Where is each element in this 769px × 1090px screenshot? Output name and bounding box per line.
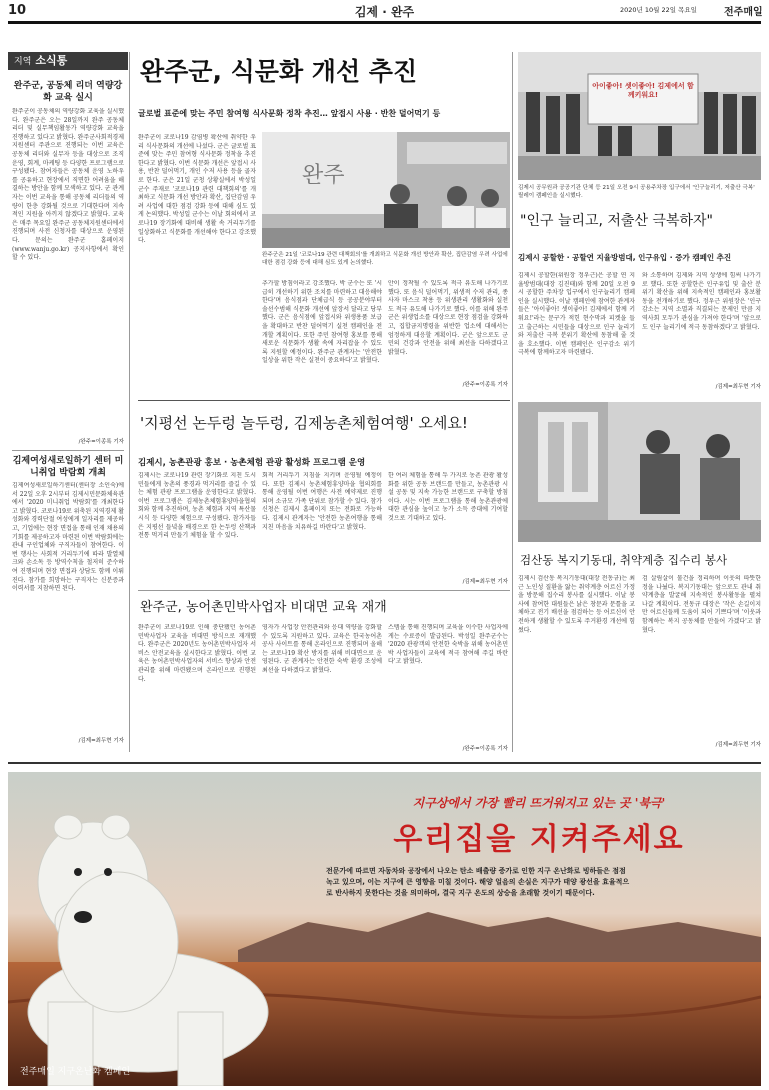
campaign-banner-text: 아이좋아! 셋이좋아! 김제에서 함께키워요! — [592, 82, 694, 99]
issue-date: 2020년 10월 22일 목요일 — [620, 6, 697, 14]
campaign-col2: 와 소통하며 김제와 지역 상생에 힘써 나가기로 했다. 또한 공할한은 인구유입 및 출산 분위기 확산을 위해 지속적인 캠페인과 홍보활동을 전개하기로 했다. 정우근 위원장은 '인구 감소는 지역 소멸과 직결되는 문제인 만큼 지역사회 모두가 관심을 가져야 한다'며 '앞으로도 인구 늘리기에 적극 동참하겠다'고 밝혔다. — [642, 272, 761, 331]
sidebar-story1-body: 완주군이 공동체의 역량강화 교육을 실시했다. 완주군은 오는 28일까지 완주 공동체 리더 및 실무책임활동가 역량강화 교육을 진행하고 있다고 밝혔다. 완주군사회적경제지원센터 주관으로 진행되는 이번 교육은 공동체 리더와 실무자 등을 대상으로 조직 운영, 회계, 마케팅 등 다양한 프로그램으로 구성됐다. 참여자들은 공동체 운영 노하우를 공유하고 현장에서 직면한 어려움을 해결하는 방안을 함께 모색하고 있다. 군 관계자는 이번 교육을 통해 공동체 리더들의 역량이 한층 강화될 것으로 기대한다며 지속적인 지원을 아끼지 않겠다고 밝혔다. 교육은 매주 목요일 완주군 공동체지원센터에서 진행되며 사전 신청자를 대상으로 운영된다. 문의는 완주군 홈페이지(www.wanju.go.kr) 공지사항에서 확인할 수 있다. — [12, 108, 124, 262]
campaign-subhead: 김제시 공할한 · 공할연 지율방범대, 인구유입 · 증가 캠페인 추진 — [518, 253, 732, 262]
sidebar-story2-body: 김제여성새로일하기센터(센터장 소인숙)에서 22일 오후 2시부터 김제시민문화체육관에서 '2020 미니취업 박람회'를 개최한다고 밝혔다. 코로나19로 위축된 지역경제 활성화와 경력단절 여성에게 일자리를 제공하고, 기업에는 현장 면접을 통해 인재 채용의 기회를 제공하고자 마련된 이번 박람회에는 관내 구인업체와 구직자들이 참여한다. 이번 행사는 사회적 거리두기에 따라 발열체크와 손소독 등 방역수칙을 철저히 준수하여 진행되며 현장 면접과 상담도 함께 이뤄진다. 참가를 희망하는 구직자는 신분증과 이력서를 지참하면 된다. — [12, 482, 124, 593]
feature2-headline: '지평선 논두렁 놀두렁, 김제농촌체험여행' 오세요! — [140, 414, 468, 432]
ad-body-line: 로 반사하지 못한다는 것을 의미하며, 결국 지구 온도의 상승을 초래할 것이기 때문이다. — [326, 889, 595, 897]
column-rule — [129, 52, 130, 752]
column-rule — [512, 52, 513, 752]
ad-tagline: 지구상에서 가장 빨리 뜨거워지고 있는 곳 '북극' — [412, 796, 666, 810]
campaign-photo-caption: 김제시 공무원과 공공기관 단체 등 21일 오전 9시 공용주차장 입구에서 '인구늘리기, 저출산 극복' 릴레이 캠페인을 실시했다. — [518, 185, 755, 199]
sidebar-title: 소식통 — [35, 54, 68, 67]
volunteer-byline: /김제=최두현 기자 — [715, 742, 761, 748]
story3-byline: /완주=이종록 기자 — [462, 746, 508, 752]
campaign-photo — [518, 52, 761, 180]
ad-separator — [8, 762, 761, 764]
campaign-headline: "인구 늘리고, 저출산 극복하자" — [520, 213, 713, 229]
page-number: 10 — [8, 3, 27, 18]
volunteer-headline: 검산동 복지기동대, 취약계층 집수리 봉사 — [520, 553, 728, 567]
main-byline: /완주=이종록 기자 — [462, 382, 508, 388]
story3-headline: 완주군, 농어촌민박사업자 비대면 교육 재개 — [140, 600, 387, 615]
section-title: 김제 · 완주 — [354, 5, 415, 19]
ad-body — [326, 866, 746, 899]
ad-body-line: 녹고 있으며, 이는 지구에 큰 영향을 미칠 것이다. 해양 얼음의 손실은 지구가 태양 광선을 효율적으 — [326, 878, 630, 886]
main-subhead: 글로벌 표준에 맞는 주민 참여형 식사문화 정착 추진… 앞접시 사용 · 반찬 덜어먹기 등 — [138, 109, 441, 118]
volunteer-col2: 검 살림살이 물건을 정리하며 이웃의 따뜻한 정을 나눴다. 복지기동대는 앞으로도 관내 취약계층을 발굴해 지속적인 봉사활동을 펼쳐 나갈 계획이다. 전동규 대장은 '작은 손길이지만 어르신들께 도움이 되어 기쁘다'며 '이웃과 함께하는 복지 공동체를 만들어 가겠다'고 밝혔다. — [642, 575, 761, 634]
meeting-photo-image — [262, 132, 510, 248]
story3-col2: 영자가 사업장 안전관리와 응대 역량을 강화할 수 있도록 지원하고 있다. 교육은 한국농어촌공사 사이트를 통해 온라인으로 진행되며 올해는 코로나19 확산 방지를 위해 비대면으로 운영된다. 군 관계자는 안전한 숙박 환경 조성에 최선을 다하겠다고 밝혔다. — [262, 624, 382, 674]
main-col1: 완주군이 코로나19 감염병 확산에 취약한 우리 식사문화의 개선에 나섰다. 군은 글로벌 표준에 맞는 주민 참여형 식사문화 정착을 추진한다고 밝혔다. 이번 식문화 개선은 앞접시 사용, 반찬 덜어먹기, 개인 수저 사용 등을 골자로 한다. 군은 21일 군청 상황실에서 박성일 군수 주재로 '코로나19 관련 대책회의'를 개최하고 식문화 개선 방안과 확산, 집단감염 우려 사업에 대한 점검 강화 등에 대해 심도 있게 논의했다. 박성일 군수는 이날 회의에서 코로나19 장기화에 대비해 생활 속 거리두기를 일상화하고 식문화를 개선해야 한다고 강조했다. — [138, 134, 256, 245]
sidebar-story2-byline: /김제=최두현 기자 — [78, 738, 124, 744]
campaign-col1: 김제시 공할한(위원장 정우근)은 공할 연 지율방범대(대장 김진태)와 함께 20일 오전 9시 공할한 주차장 입구에서 인구늘리기 캠페인을 실시했다. 이날 캠페인에 참여한 관계자들은 '아이좋아! 셋이좋아! 김제에서 함께 키워요!'라는 문구가 적힌 현수막과 피켓을 들고 출근하는 시민들을 대상으로 인구 늘리기와 저출산 극복 분위기 확산에 동참해 줄 것을 호소했다. 이번 캠페인은 인구감소 위기 극복에 함께하고자 마련됐다. — [518, 272, 635, 357]
meeting-photo-caption: 완주군은 21일 '코로나19 관련 대책회의'를 개최하고 식문화 개선 방안과 확산, 집단감염 우려 사업에 대한 점검 강화 등에 대해 심도 있게 논의했다. — [262, 252, 508, 266]
header-rule — [8, 21, 761, 24]
feature2-col1: 김제시는 코로나19 관련 장기화로 지친 도시민들에게 농촌의 풍경과 먹거리를 즐길 수 있는 체험 관광 프로그램을 운영한다고 밝혔다. 이번 프로그램은 김제농촌체험휴양마을협의회와 함께 추진하며, 농촌 체험과 지역 특산물 시식 등 다양한 체험으로 구성됐다. 참가자들은 지평선 들녘을 배경으로 한 논두렁 산책과 전통 먹거리 만들기 체험을 할 수 있다. — [138, 472, 256, 540]
main-col2: 추가할 방침이라고 강조했다. 박 군수는 또 '시급히 개선하기 위한 조치를 마련하고 대응해야 한다'며 음식점과 단체급식 등 공공분야부터 솔선수범해 식문화 개선에 앞장서 달라고 당부했다. 군은 음식점에 앞접시와 위생용품 보급을 확대하고 반찬 덜어먹기 실천 캠페인을 전개할 계획이다. 또한 주민 참여형 홍보를 통해 새로운 식문화가 생활 속에 자리잡을 수 있도록 지원할 예정이다. 완주군 관계자는 '안전한 일상을 위한 작은 실천이 중요하다'고 밝혔다. — [262, 280, 382, 365]
sidebar-divider — [12, 450, 124, 451]
divider — [138, 400, 510, 401]
story3-col1: 완주군이 코로나19로 인해 중단됐던 농어촌민박사업자 교육을 비대면 방식으로 재개했다. 완주군은 2020년도 농어촌민박사업자 서비스 안전교육을 실시한다고 밝혔다. 이번 교육은 농어촌민박사업자의 서비스 향상과 안전관리를 위해 마련됐으며 온라인으로 진행된다. — [138, 624, 256, 683]
feature2-subhead: 김제시, 농촌관광 홍보 · 농촌체험 관광 활성화 프로그램 운영 — [138, 458, 366, 468]
sidebar-story2-title: 김제여성새로일하기 센터 미니취업 박람회 개최 — [12, 456, 124, 478]
meeting-photo — [262, 132, 510, 248]
feature2-col3: 한 여러 체험을 통해 두 가지로 농촌 관광 활성화를 위한 공동 브랜드를 만들고, 농촌관광 시설 공동 및 지속 가능한 브랜드로 구축할 방침이다. 시는 이번 프로그램을 통해 농촌관광에 대한 관심을 높이고 농가 소득 증대에 기여할 것으로 기대하고 있다. — [388, 472, 508, 522]
main-col3: 안이 정착될 수 있도록 적극 유도해 나가기로 했다. 또 음식 덜어먹기, 위생적 수저 관리, 종사자 마스크 착용 등 위생관리 생활화와 실천도 적극 유도해 나가기로 했다. 이를 위해 완주군은 위생업소를 대상으로 현장 점검을 강화하고, 집합금지명령을 위반한 업소에 대해서는 엄정하게 대응할 계획이다. 군은 앞으로도 군민의 건강과 안전을 위해 최선을 다하겠다고 밝혔다. — [388, 280, 508, 356]
newspaper-brand: 전주매일 — [724, 7, 763, 18]
volunteer-photo-image — [518, 402, 761, 542]
feature2-col2: 회적 거리두기 지침을 지키며 운영될 예정이다. 또한 김제시 농촌체험휴양마을 협의회를 통해 운영될 이번 여행은 사전 예약제로 진행되며 소규모 가족 단위로 참가할 수 있다. 참가 신청은 김제시 홈페이지 또는 전화로 가능하다. 김제시 관계자는 '안전한 농촌여행을 통해 지친 마음을 치유하길 바란다'고 밝혔다. — [262, 472, 382, 531]
story3-col3: 스템을 통해 진행되며 교육을 이수한 사업자에게는 수료증이 발급된다. 박성일 완주군수는 '2020 관광객의 안전한 숙박을 위해 농어촌민박 사업자들이 교육에 적극 참여해 주길 바란다'고 밝혔다. — [388, 624, 508, 666]
ad-credit: 전주매일 지구온난화 캠페인 — [20, 1067, 131, 1077]
climate-advertisement — [8, 772, 761, 1086]
sidebar-story1-title: 완주군, 공동체 리더 역량강화 교육 실시 — [13, 81, 123, 103]
campaign-byline: /김제=최두현 기자 — [715, 384, 761, 390]
main-headline: 완주군, 식문화 개선 추진 — [140, 57, 418, 86]
sidebar-label: 지역 — [14, 57, 32, 67]
sidebar-story1-byline: /완주=이종록 기자 — [78, 439, 124, 445]
volunteer-photo — [518, 402, 761, 542]
sidebar-header — [8, 52, 128, 70]
volunteer-col1: 김제시 검산동 복지기동대(대장 전동규)는 최근 노인성 질환을 앓는 취약계층 어르신 가정을 방문해 집수리 봉사를 실시했다. 이날 봉사에 참여한 대원들은 낡은 창문과 문틀을 교체하고 전기 배선을 점검하는 등 어르신이 안전하게 생활할 수 있도록 주거환경 개선에 힘썼다. — [518, 575, 635, 634]
divider — [138, 590, 510, 591]
svg-text:완주: 완주 — [302, 163, 345, 188]
ad-headline: 우리집을 지켜주세요 — [393, 822, 685, 857]
ad-body-line: 전문가에 따르면 자동차와 공장에서 나오는 탄소 배출량 증가로 인한 지구 온난화로 빙하들은 점점 — [326, 867, 626, 875]
feature2-byline: /김제=최두현 기자 — [462, 579, 508, 585]
campaign-photo-image — [518, 52, 761, 180]
